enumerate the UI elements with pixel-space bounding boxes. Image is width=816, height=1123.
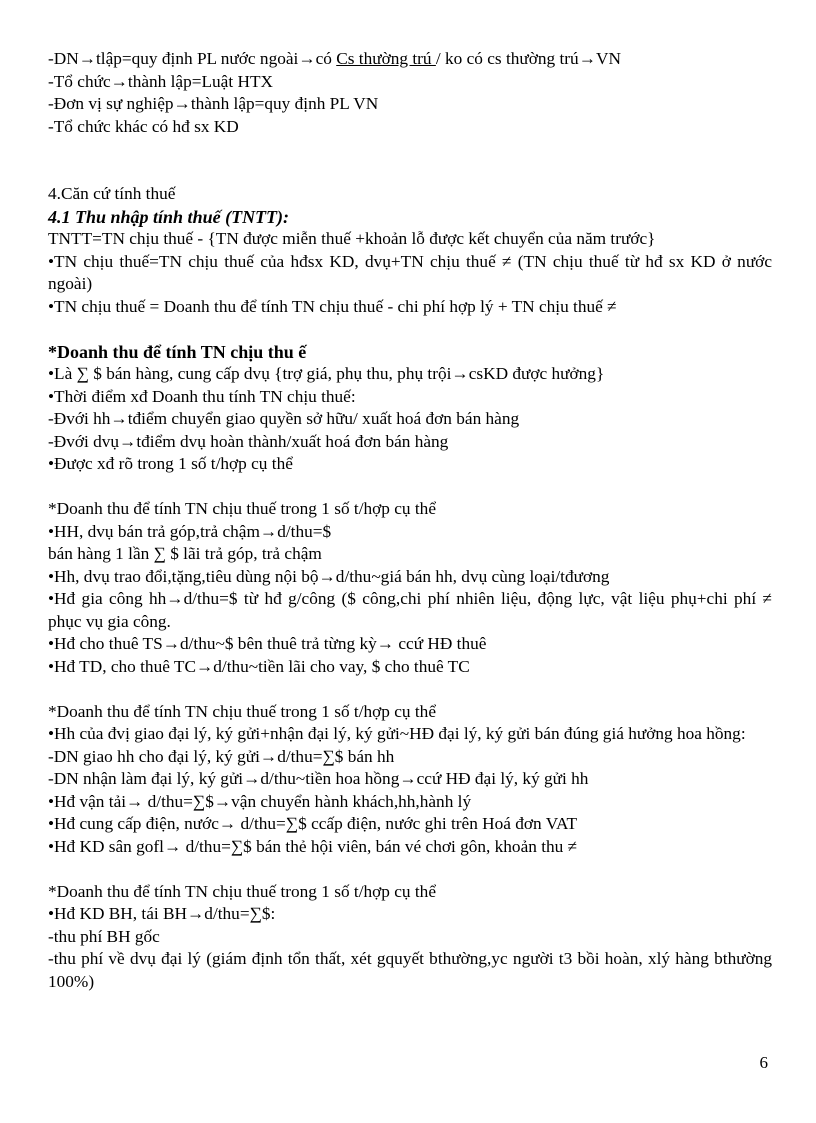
- block-heading: *Doanh thu để tính TN chịu thuế trong 1 số t/hợp cụ thể: [48, 499, 436, 518]
- text-line: -Đơn vị sự nghiệp→thành lập=quy định PL VN: [48, 94, 379, 113]
- text-line: •Hđ KD sân gofl→ d/thu=∑$ bán thẻ hội viên, bán vé chơi gôn, khoản thu ≠: [48, 836, 578, 856]
- document-page: [48, 48, 772, 993]
- text-line: •Hđ cung cấp điện, nước→ d/thu=∑$ ccấp điện, nước ghi trên Hoá đơn VAT: [48, 814, 578, 833]
- text-line: •Hđ vận tải→ d/thu=∑$→vận chuyển hành khách,hh,hành lý: [48, 791, 472, 811]
- text-line: -Đvới dvụ→tđiểm dvụ hoàn thành/xuất hoá đơn bán hàng: [48, 431, 449, 451]
- text-span: -DN→tlập=quy định PL nước ngoài→có: [48, 49, 337, 68]
- text-line: [48, 48, 772, 71]
- underlined-text: Cs thường trú: [336, 49, 436, 68]
- text-line: -DN nhận làm đại lý, ký gửi→d/thu~tiền hoa hồng→ccứ HĐ đại lý, ký gửi hh: [48, 769, 589, 788]
- text-paragraph: •Hđ gia công hh→d/thu=$ từ hđ g/công ($ công,chi phí nhiên liệu, động lực, vật liệu phụ+chi phí ≠ phục vụ gia công.: [48, 589, 772, 631]
- block-heading: *Doanh thu để tính TN chịu thuế trong 1 số t/hợp cụ thể: [48, 701, 436, 721]
- text-line: TNTT=TN chịu thuế - {TN được miễn thuế +khoản lỗ được kết chuyển của năm trước}: [48, 229, 656, 248]
- text-line: •Được xđ rõ trong 1 số t/hợp cụ thể: [48, 454, 293, 473]
- text-line: -thu phí BH gốc: [48, 926, 160, 946]
- text-line: •Hđ TD, cho thuê TC→d/thu~tiền lãi cho vay, $ cho thuê TC: [48, 656, 470, 676]
- text-line: -Tổ chức khác có hđ sx KD: [48, 116, 239, 136]
- text-line: -DN giao hh cho đại lý, ký gửi→d/thu=∑$ bán hh: [48, 746, 395, 766]
- text-line: -Đvới hh→tđiểm chuyển giao quyền sở hữu/ xuất hoá đơn bán hàng: [48, 409, 520, 428]
- text-paragraph: •TN chịu thuế=TN chịu thuế của hđsx KD, dvụ+TN chịu thuế ≠ (TN chịu thuế từ hđ sx KD ở nước ngoài): [48, 251, 772, 293]
- text-line: •Hđ KD BH, tái BH→d/thu=∑$:: [48, 904, 276, 923]
- text-span: / ko có cs thường trú→VN: [435, 49, 621, 68]
- subsection-heading: 4.1 Thu nhập tính thuế (TNTT):: [48, 206, 290, 227]
- text-paragraph: •Hh của đvị giao đại lý, ký gửi+nhận đại lý, ký gửi~HĐ đại lý, ký gửi bán đúng giá hưởng hoa hồng:: [48, 724, 746, 743]
- block-heading: *Doanh thu để tính TN chịu thu ế: [48, 341, 307, 362]
- block-heading: *Doanh thu để tính TN chịu thuế trong 1 số t/hợp cụ thể: [48, 881, 436, 901]
- section-heading: 4.Căn cứ tính thuế: [48, 184, 176, 203]
- text-line: •Hh, dvụ trao đổi,tặng,tiêu dùng nội bộ→d/thu~giá bán hh, dvụ cùng loại/tđương: [48, 566, 610, 586]
- text-line: •Hđ cho thuê TS→d/thu~$ bên thuê trả từng kỳ→ ccứ HĐ thuê: [48, 634, 487, 653]
- text-line: •HH, dvụ bán trả góp,trả chậm→d/thu=$: [48, 521, 332, 541]
- text-line: •Thời điểm xđ Doanh thu tính TN chịu thuế:: [48, 386, 356, 406]
- text-paragraph: -thu phí về dvụ đại lý (giám định tổn thất, xét gquyết bthường,yc người t3 bồi hoàn, xlý hàng bthường 100%): [48, 949, 772, 991]
- text-line: •Là ∑ $ bán hàng, cung cấp dvụ {trợ giá, phụ thu, phụ trội→csKD được hưởng}: [48, 364, 605, 383]
- text-line: bán hàng 1 lần ∑ $ lãi trả góp, trả chậm: [48, 544, 322, 563]
- text-line: -Tổ chức→thành lập=Luật HTX: [48, 71, 273, 91]
- text-line: •TN chịu thuế = Doanh thu để tính TN chịu thuế - chi phí hợp lý + TN chịu thuế ≠: [48, 296, 617, 316]
- page-number: 6: [759, 1053, 768, 1072]
